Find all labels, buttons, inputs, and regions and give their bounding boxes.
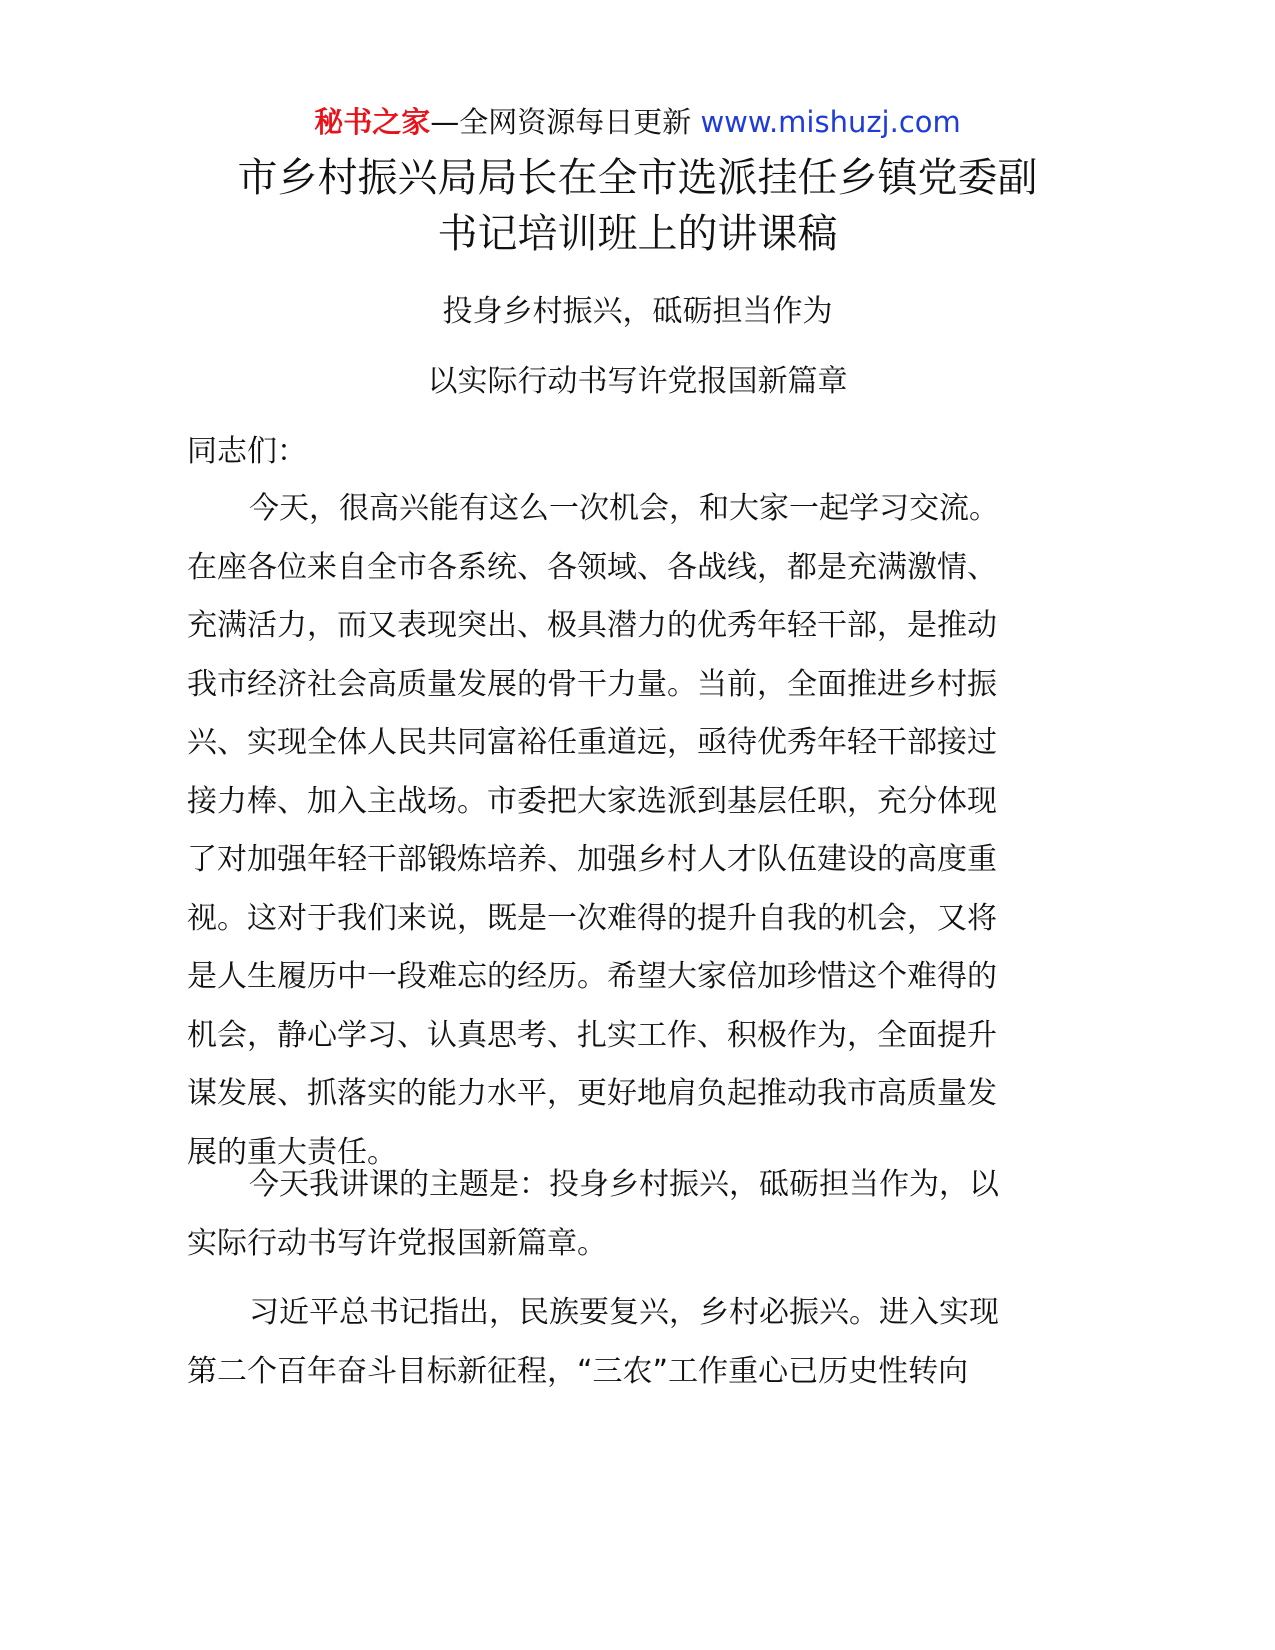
brand-name: 秘书之家 — [314, 105, 431, 139]
paragraph-line: 视。这对于我们来说，既是一次难得的提升自我的机会，又将 — [187, 900, 997, 936]
paragraph-line: 实际行动书写许党报国新篇章。 — [187, 1225, 607, 1261]
paragraph-line: 机会，静心学习、认真思考、扎实工作、积极作为，全面提升 — [187, 1017, 997, 1053]
paragraph-3 — [187, 1284, 1087, 1401]
subtitle-2: 以实际行动书写许党报国新篇章 — [427, 364, 848, 399]
paragraph-line: 第二个百年奋斗目标新征程，“三农”工作重心已历史性转向 — [187, 1353, 969, 1389]
paragraph-line: 今天我讲课的主题是：投身乡村振兴，砥砺担当作为，以 — [249, 1167, 999, 1202]
paragraph-line: 充满活力，而又表现突出、极具潜力的优秀年轻干部，是推动 — [187, 608, 997, 643]
salutation: 同志们： — [187, 434, 307, 469]
paragraph-line: 今天，很高兴能有这么一次机会，和大家一起学习交流。 — [249, 491, 999, 526]
paragraph-line: 我市经济社会高质量发展的骨干力量。当前，全面推进乡村振 — [187, 666, 997, 702]
site-url-link[interactable]: www.mishuzj.com — [700, 105, 961, 139]
paragraph-line: 在座各位来自全市各系统、各领域、各战线，都是充满激情、 — [187, 549, 997, 585]
site-header — [0, 100, 1275, 144]
title-line: 书记培训班上的讲课稿 — [437, 211, 838, 257]
paragraph-line: 是人生履历中一段难忘的经历。希望大家倍加珍惜这个难得的 — [187, 959, 997, 994]
paragraph-line: 了对加强年轻干部锻炼培养、加强乡村人才队伍建设的高度重 — [187, 842, 997, 877]
subtitle-1: 投身乡村振兴，砥砺担当作为 — [442, 294, 833, 329]
paragraph-line: 习近平总书记指出，民族要复兴，乡村必振兴。进入实现 — [249, 1295, 999, 1330]
paragraph-line: 接力棒、加入主战场。市委把大家选派到基层任职，充分体现 — [187, 783, 997, 819]
paragraph-1 — [187, 480, 1087, 1182]
paragraph-line: 谋发展、抓落实的能力水平，更好地肩负起推动我市高质量发 — [187, 1076, 997, 1111]
header-slogan: —全网资源每日更新 — [430, 105, 692, 139]
paragraph-2 — [187, 1156, 1087, 1273]
paragraph-line: 展的重大责任。 — [187, 1134, 397, 1170]
document-title — [150, 150, 1125, 262]
paragraph-line: 兴、实现全体人民共同富裕任重道远，亟待优秀年轻干部接过 — [187, 725, 997, 760]
title-line: 市乡村振兴局局长在全市选派挂任乡镇党委副 — [237, 155, 1038, 201]
